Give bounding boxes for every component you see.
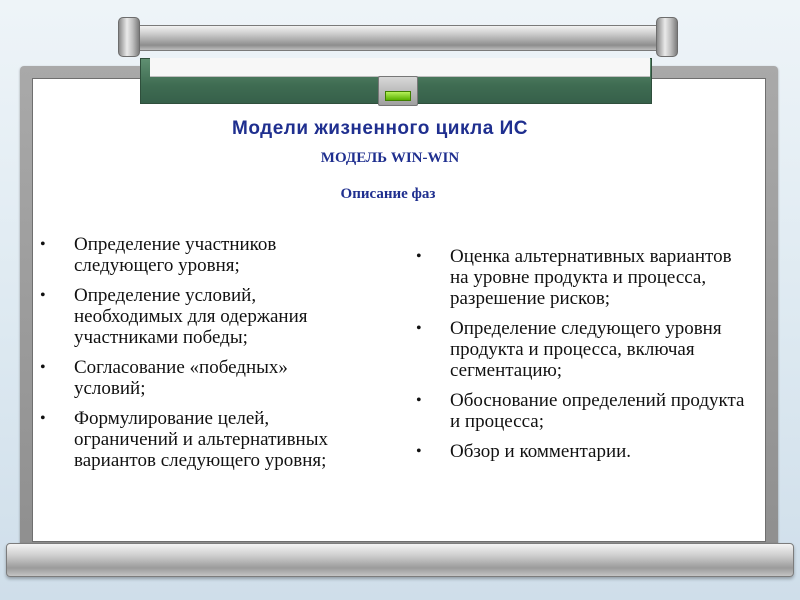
right-phase-list: [406, 246, 746, 471]
bullet-icon: •: [40, 410, 46, 427]
bullet-icon: •: [416, 443, 422, 460]
list-item-text: Определение условий, необходимых для одержания участниками победы;: [74, 285, 308, 348]
list-item: [30, 408, 330, 471]
pull-tab[interactable]: [378, 76, 418, 106]
list-item-text: Формулирование целей, ограничений и альтернативных вариантов следующего уровня;: [74, 408, 328, 471]
list-item-text: Обоснование определений продукта и процесса;: [450, 390, 745, 432]
phases-heading: Описание фаз: [340, 186, 436, 202]
list-item: [30, 357, 330, 399]
screen-panel-top: [150, 58, 650, 77]
list-item: [406, 318, 746, 381]
roller-cap-right: [656, 17, 678, 57]
bullet-icon: •: [40, 359, 46, 376]
pull-tab-indicator: [385, 91, 411, 101]
bullet-icon: •: [40, 287, 46, 304]
list-item: [406, 390, 746, 432]
roller-bar: [124, 25, 672, 51]
list-item: [30, 285, 330, 348]
list-item-text: Определение участников следующего уровня;: [74, 234, 277, 276]
model-heading: МОДЕЛЬ WIN-WIN: [320, 150, 460, 166]
list-item: [406, 441, 746, 462]
list-item-text: Согласование «победных» условий;: [74, 357, 288, 399]
bullet-icon: •: [416, 320, 422, 337]
list-item-text: Оценка альтернативных вариантов на уровне продукта и процесса, разрешение рисков;: [450, 246, 732, 309]
bottom-rail: [6, 543, 794, 577]
list-item-text: Определение следующего уровня продукта и процесса, включая сегментацию;: [450, 318, 722, 381]
left-phase-list: [30, 234, 330, 480]
bullet-icon: •: [40, 236, 46, 253]
list-item: [406, 246, 746, 309]
bullet-icon: •: [416, 248, 422, 265]
roller-cap-left: [118, 17, 140, 57]
slide-title: Модели жизненного цикла ИС: [232, 118, 528, 139]
list-item: [30, 234, 330, 276]
top-roller: [118, 17, 678, 57]
list-item-text: Обзор и комментарии.: [450, 441, 632, 462]
bullet-icon: •: [416, 392, 422, 409]
